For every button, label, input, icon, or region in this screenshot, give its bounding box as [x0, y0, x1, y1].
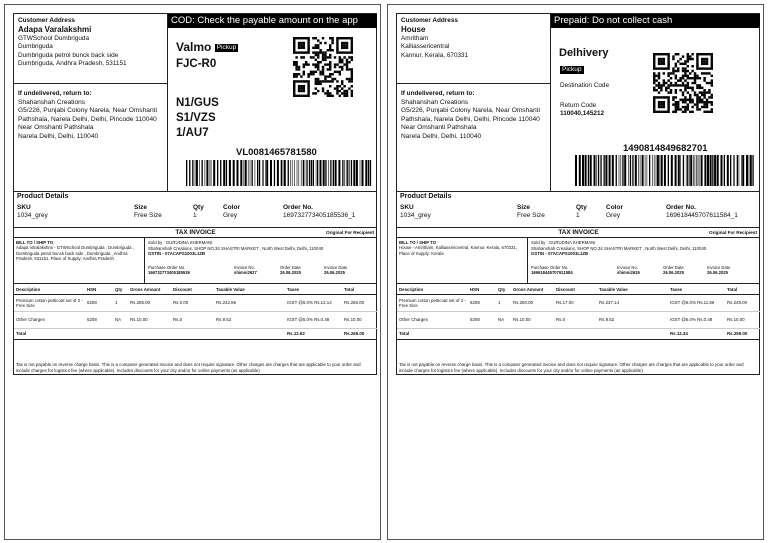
- invoice-items-table: Description HSN Qty Gross Amount Discount Taxable Value Taxes Total Premium cotton petticoat set of 2 - Free Size 6208 1 Rs.260.00 Rs.17.00 Rs.237.14 IGST @5.0% Rs.11.86 Rs.249.00 Other Charges 6208 NA Rs.10.00 Rs.0 Rs.9.52 IGST @5.0% Rs.0.48 Rs.10.00 Total Rs.12.34 Rs.259.00: [397, 283, 760, 340]
- customer-address: Customer Address House Amritham Kalliassericentral Kannur, Kerala, 670331: [397, 14, 551, 84]
- pickup-tag: Pickup: [216, 43, 237, 51]
- page-right: [387, 4, 764, 540]
- bill-to-ship-to: BILL TO / SHIP TO Adapa Varalakshmi - GTWSchool Dumbriguda , Dumbriguda , Dumbriguda petrol bunck back side , Dumbriguda , Andhra Pradesh, 531151, Place of Supply: Andhra Pradesh: [14, 238, 145, 283]
- table-row: Premium cotton petticoat set of 2 - Free Size 6208 1 Rs.260.00 Rs.17.00 Rs.237.14 IGST @5.0% Rs.11.86 Rs.249.00: [397, 295, 760, 312]
- courier-name: Delhivery: [559, 47, 609, 59]
- awb-number: VL0081465781580: [236, 147, 317, 158]
- destination-code-label: Destination Code: [560, 82, 610, 89]
- return-address: If undelivered, return to: Shahanshah Creations G5/226, Punjabi Colony Narela, Near Omshanti Pathshala, Narela Delhi, Delhi, Pincode 110040 Near Omshanti Pathshala Narela Delhi, Delhi, 110040: [397, 84, 551, 191]
- pickup-tag: Pickup: [562, 66, 582, 73]
- product-details-title: Product Details: [400, 193, 452, 200]
- disclaimer: Tax is not payable on reverse charge basis. This is a computer generated invoice and does not require signature. Other charges are charges that are applicable to your order and include charges for logistics fee (where applicable). Includes discounts for your city and/or for online payments (as applicable): [399, 362, 744, 373]
- shipping-label-right: [396, 13, 760, 375]
- gstin: GSTIN - 07ACAPS1003L1ZB: [531, 251, 589, 257]
- customer-address: Customer Address Adapa Varalakshmi GTWSchool Dumbriguda Dumbriguda Dumbriguda petrol bunck back side Dumbriguda, Andhra Pradesh, 531151: [14, 14, 168, 84]
- table-row: Premium cotton petticoat set of 2 - Free Size 6208 1 Rs.255.00 Rs.0.00 Rs.242.86 IGST @5.0% Rs.12.14 Rs.255.00: [14, 295, 377, 312]
- bill-to-ship-to: BILL TO / SHIP TO House - Amritham, Kalliassericentral, Kannur, Kerala, 670331, Place of Supply: Kerala: [397, 238, 528, 283]
- courier-name: Valmo Pickup: [176, 40, 237, 54]
- customer-name: House: [401, 25, 426, 35]
- shipping-label-left: [13, 13, 377, 375]
- tax-invoice-header: TAX INVOICE Original For Recipient: [397, 227, 760, 238]
- invoice-items-table: Description HSN Qty Gross Amount Discount Taxable Value Taxes Total Premium cotton petticoat set of 2 - Free Size 6208 1 Rs.255.00 Rs.0.00 Rs.242.86 IGST @5.0% Rs.12.14 Rs.255.00 Other Charges 6208 NA Rs.10.00 Rs.0 Rs.9.52 IGST @5.0% Rs.0.48 Rs.10.00 Total Rs.12.62 Rs.265.00: [14, 283, 377, 340]
- payment-banner: COD: Check the payable amount on the app: [168, 14, 377, 28]
- route-codes: N1/GUS S1/VZS 1/AU7: [176, 97, 219, 139]
- purchase-order-table: Purchase Order No. Invoice No. Order Date Invoice Date 169618445707611584 shimni2626 26.06.2025 26.06.2025: [531, 265, 731, 276]
- gstin: GSTIN - 07ACAPS1003L1ZB: [148, 251, 206, 257]
- tax-invoice-header: TAX INVOICE Original For Recipient: [14, 227, 377, 238]
- sort-code: FJC-R0: [176, 58, 217, 70]
- product-details-table: SKU Size Qty Color Order No. 1034_grey Free Size 1 Grey 169732773405185536_1: [17, 204, 356, 219]
- payment-banner: Prepaid: Do not collect cash: [551, 14, 760, 28]
- qr-code-icon: [652, 52, 714, 114]
- page-left: [4, 4, 381, 540]
- customer-name: Adapa Varalakshmi: [18, 25, 92, 35]
- table-row: Other Charges 6208 NA Rs.10.00 Rs.0 Rs.9.52 IGST @5.0% Rs.0.48 Rs.10.00: [397, 312, 760, 329]
- return-address: If undelivered, return to: Shahanshah Creations G5/226, Punjabi Colony Narela, Near Omshanti Pathshala, Narela Delhi, Delhi, Pincode 110040 Near Omshanti Pathshala Narela Delhi, Delhi, 110040: [14, 84, 168, 191]
- sold-by: Sold by : GURUDINA SHERMANI Shahanshah Creations, SHOP NO.34 SHASTRI MARKET , North West Delhi, Delhi, 110040 GSTIN - 07ACAPS1003L1ZB Purchase Order No. Invoice No. Order Date Invoice Date 169732773405185536 shimni2627 26.06.2025 26.06.2025: [145, 238, 377, 283]
- return-code-label: Return Code: [560, 102, 597, 109]
- return-code: 110040,145212: [560, 110, 605, 117]
- barcode-icon: [186, 160, 372, 186]
- purchase-order-table: Purchase Order No. Invoice No. Order Date Invoice Date 169732773405185536 shimni2627 26.06.2025 26.06.2025: [148, 265, 348, 276]
- barcode-icon: [575, 155, 755, 186]
- product-details-table: SKU Size Qty Color Order No. 1034_grey Free Size 1 Grey 169618445707611584_1: [400, 204, 738, 219]
- sold-by: Sold by : GURUDINA SHERMANI Shahanshah Creations, SHOP NO.34 SHASTRI MARKET , North West Delhi, Delhi, 110040 GSTIN - 07ACAPS1003L1ZB Purchase Order No. Invoice No. Order Date Invoice Date 169618445707611584 shimni2626 26.06.2025 26.06.2025: [528, 238, 760, 283]
- product-details-title: Product Details: [17, 193, 69, 200]
- awb-number: 1490814849682701: [623, 143, 708, 154]
- total-row: Total Rs.12.34 Rs.259.00: [397, 329, 760, 340]
- qr-code-icon: [292, 36, 354, 98]
- table-row: Other Charges 6208 NA Rs.10.00 Rs.0 Rs.9.52 IGST @5.0% Rs.0.48 Rs.10.00: [14, 312, 377, 329]
- disclaimer: Tax is not payable on reverse charge basis. This is a computer generated invoice and does not require signature. Other charges are charges that are applicable to your order and include charges for logistics fee (where applicable). Includes discounts for your city and/or for online payments (as applicable): [16, 362, 361, 373]
- total-row: Total Rs.12.62 Rs.265.00: [14, 329, 377, 340]
